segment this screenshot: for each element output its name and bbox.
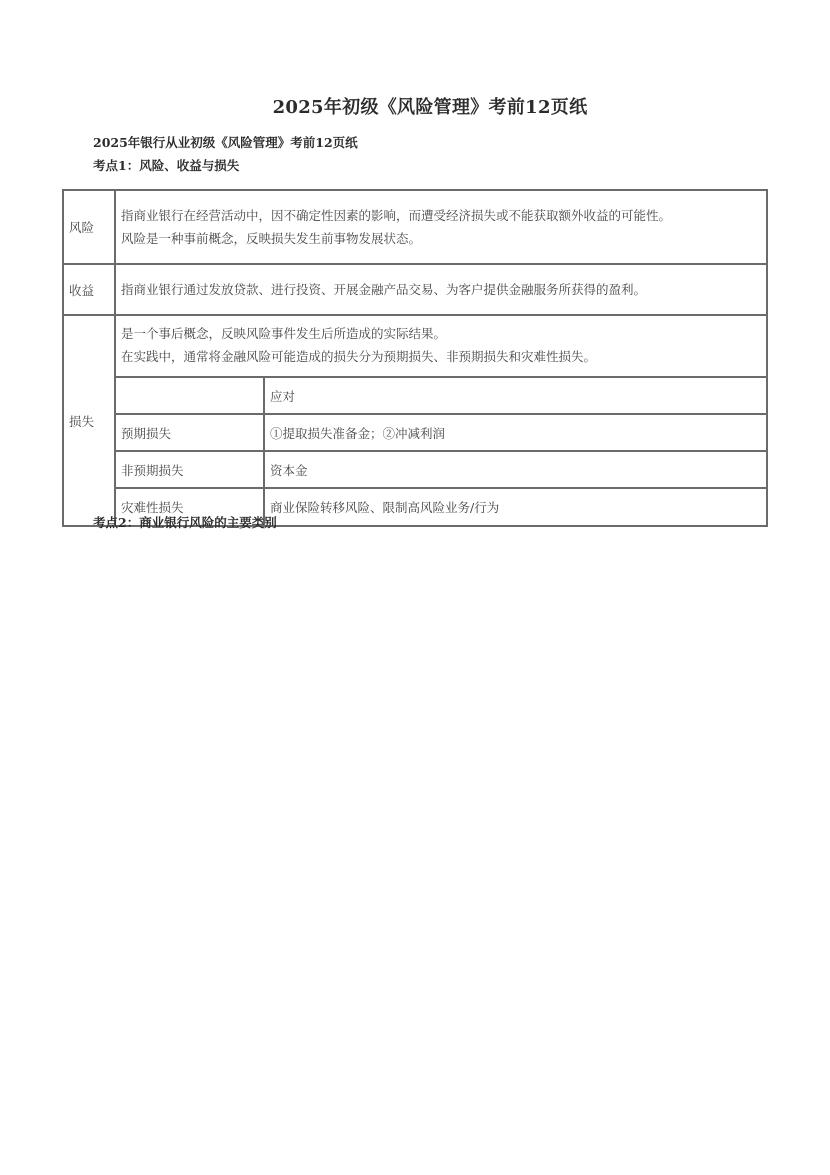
- page-title: 2025年初级《风险管理》考前12页纸: [272, 97, 588, 118]
- loss-description: [116, 316, 766, 376]
- loss-type-unexpected: 非预期损失: [116, 451, 264, 488]
- row-label-income: 收益: [63, 264, 115, 315]
- row-content-income: [115, 264, 767, 315]
- loss-type-expected: 预期损失: [116, 414, 264, 451]
- subtable-header-response: 应对: [264, 377, 766, 414]
- loss-definition-line-2: 在实践中，通常将金融风险可能造成的损失分为预期损失、非预期损失和灾难性损失。: [121, 349, 597, 364]
- loss-response-unexpected: 资本金: [264, 451, 766, 488]
- row-label-loss: 损失: [63, 315, 115, 526]
- loss-type-catastrophic: 灾难性损失: [116, 488, 264, 525]
- loss-definition-line-1: 是一个事后概念，反映风险事件发生后所造成的实际结果。: [121, 326, 447, 341]
- subtable-row-expected-loss: [116, 414, 766, 451]
- risk-income-loss-table: [62, 189, 768, 527]
- loss-response-subtable: [116, 376, 766, 525]
- section-heading-2: 考点2：商业银行风险的主要类别: [93, 515, 277, 530]
- subtable-header-type: [116, 377, 264, 414]
- table-row-income: [63, 264, 767, 315]
- table-row-risk: [63, 190, 767, 264]
- document-subtitle: 2025年银行从业初级《风险管理》考前12页纸: [93, 135, 358, 150]
- risk-definition-line-1: 指商业银行在经营活动中，因不确定性因素的影响，而遭受经济损失或不能获取额外收益的可能性。: [121, 208, 672, 223]
- table-row-loss: [63, 315, 767, 526]
- row-content-loss: [115, 315, 767, 526]
- loss-response-expected: ①提取损失准备金；②冲减利润: [264, 414, 766, 451]
- subtable-row-unexpected-loss: [116, 451, 766, 488]
- income-definition-line-1: 指商业银行通过发放贷款、进行投资、开展金融产品交易、为客户提供金融服务所获得的盈利。: [121, 282, 647, 297]
- subtable-header-row: [116, 377, 766, 414]
- loss-response-catastrophic: 商业保险转移风险、限制高风险业务/行为: [264, 488, 766, 525]
- row-label-risk: 风险: [63, 190, 115, 264]
- risk-definition-line-2: 风险是一种事前概念，反映损失发生前事物发展状态。: [121, 231, 422, 246]
- row-content-risk: [115, 190, 767, 264]
- section-heading-1: 考点1：风险、收益与损失: [93, 158, 240, 173]
